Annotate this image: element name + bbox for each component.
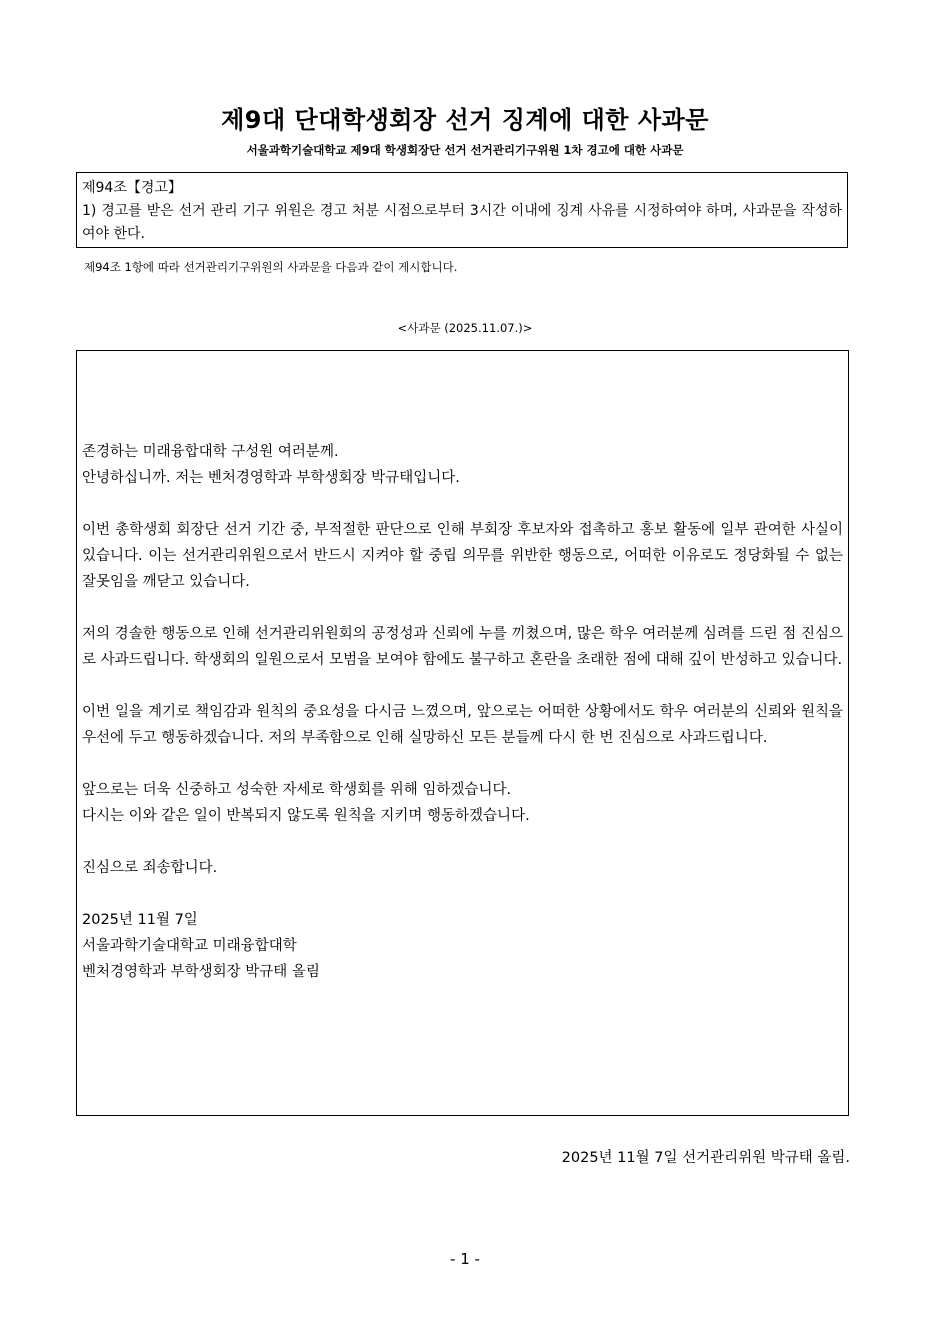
posting-notice: 제94조 1항에 따라 선거관리기구위원의 사과문을 다음과 같이 게시합니다. <box>84 260 458 274</box>
signature-block <box>82 907 843 985</box>
signature-name: 벤처경영학과 부학생회장 박규태 올림 <box>82 964 320 980</box>
commitment-line: 앞으로는 더욱 신중하고 성숙한 자세로 학생회를 위해 임하겠습니다. <box>82 782 512 798</box>
greeting-line: 존경하는 미래융합대학 구성원 여러분께. <box>82 444 339 460</box>
rule-box <box>76 172 848 248</box>
document-subtitle: 서울과학기술대학교 제9대 학생회장단 선거 선거관리기구위원 1차 경고에 대한 사과문 <box>246 143 684 157</box>
apology-box <box>76 350 849 1116</box>
incident-paragraph: 이번 총학생회 회장단 선거 기간 중, 부적절한 판단으로 인해 부회장 후보자와 접촉하고 홍보 활동에 일부 관여한 사실이 있습니다. 이는 선거관리위원으로서 반드시 지켜야 할 중립 의무를 위반한 행동으로, 어떠한 이유로도 정당화될 수 없는 잘못임을 깨닫고 있습니다. <box>82 522 843 590</box>
sorry-paragraph: 진심으로 죄송합니다. <box>82 860 218 876</box>
commitment-line: 다시는 이와 같은 일이 반복되지 않도록 원칙을 지키며 행동하겠습니다. <box>82 808 530 824</box>
closing-signature: 2025년 11월 7일 선거관리위원 박규태 올림. <box>561 1150 850 1166</box>
rule-heading: 제94조【경고】 <box>82 180 182 196</box>
document-title: 제9대 단대학생회장 선거 징계에 대한 사과문 <box>221 106 709 134</box>
apology-paragraph: 저의 경솔한 행동으로 인해 선거관리위원회의 공정성과 신뢰에 누를 끼쳤으며, 많은 학우 여러분께 심려를 드린 점 진심으로 사과드립니다. 학생회의 일원으로서 모범을 보여야 함에도 불구하고 혼란을 초래한 점에 대해 깊이 반성하고 있습니다. <box>82 626 843 668</box>
rule-body: 1) 경고를 받은 선거 관리 기구 위원은 경고 처분 시점으로부터 3시간 이내에 징계 사유를 시정하여야 하며, 사과문을 작성하여야 한다. <box>82 203 842 242</box>
page-number: - 1 - <box>450 1250 480 1268</box>
reflection-paragraph: 이번 일을 계기로 책임감과 원칙의 중요성을 다시금 느꼈으며, 앞으로는 어떠한 상황에서도 학우 여러분의 신뢰와 원칙을 우선에 두고 행동하겠습니다. 저의 부족함으로 인해 실망하신 모든 분들께 다시 한 번 진심으로 사과드립니다. <box>82 704 843 746</box>
apology-heading: <사과문 (2025.11.07.)> <box>397 321 533 335</box>
greeting-paragraph <box>82 439 843 491</box>
signature-date: 2025년 11월 7일 <box>82 912 198 928</box>
signature-school: 서울과학기술대학교 미래융합대학 <box>82 938 297 954</box>
commitment-paragraph <box>82 777 843 829</box>
introduction-line: 안녕하십니까. 저는 벤처경영학과 부학생회장 박규태입니다. <box>82 470 460 486</box>
